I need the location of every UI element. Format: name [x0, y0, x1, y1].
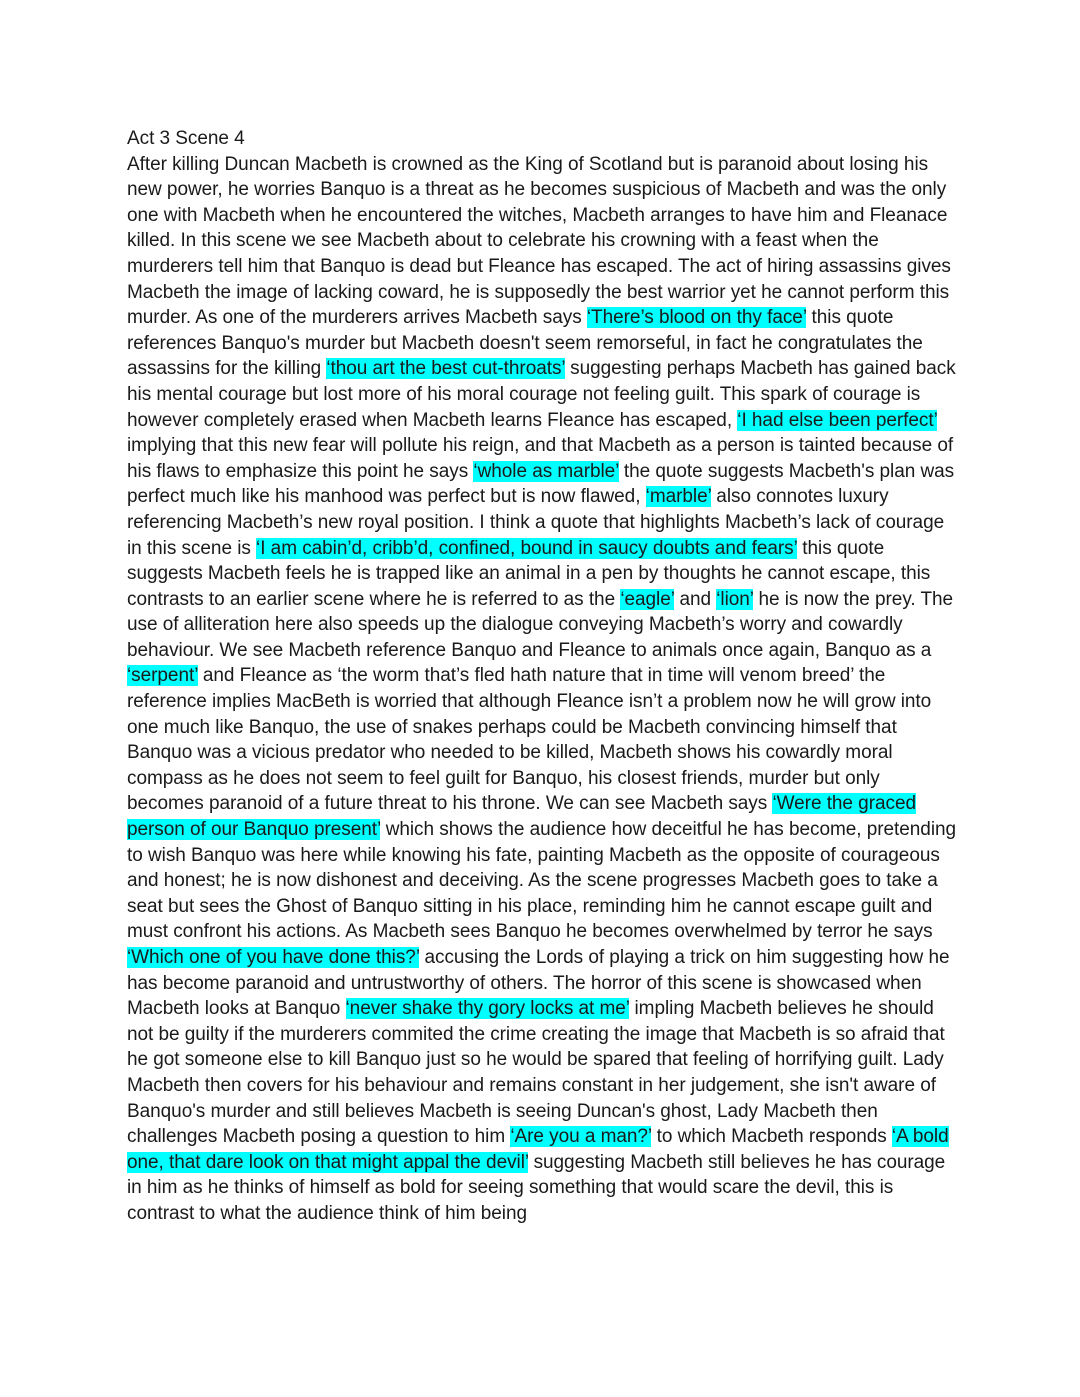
highlighted-quote: ‘Which one of you have done this?’ — [127, 947, 420, 968]
text-segment: and — [674, 588, 717, 610]
highlighted-quote: ‘I had else been perfect’ — [737, 409, 938, 431]
document-page — [127, 126, 959, 1227]
text-segment: also connotes luxury referencing Macbeth’s new royal position. I think a quote that highlights Macbeth’s lack of courage in this scene is — [127, 486, 945, 559]
text-segment: suggesting Macbeth still believes he has courage in him as he thinks of himself as bold for seeing something that would scare the devil, this is contrast to what the audience think of him being — [127, 1151, 946, 1224]
text-segment: accusing the Lords of playing a trick on him suggesting how he has become paranoid and untrustworthy of others. The horror of this scene is showcased when Macbeth looks at Banquo — [127, 947, 950, 1020]
text-segment: this quote references Banquo's murder but Macbeth doesn't seem remorseful, in fact he congratulates the assassins for the killing — [127, 307, 923, 380]
text-segment: to which Macbeth responds — [651, 1126, 892, 1148]
text-segment: he is now the prey. The use of alliteration here also speeds up the dialogue conveying Macbeth’s worry and cowardly behaviour. We see Macbeth reference Banquo and Fleance to animals once again, Banquo as a — [127, 588, 954, 661]
highlighted-quote: ‘A bold one, that dare look on that might appal the devil’ — [127, 1126, 949, 1173]
highlighted-quote: ‘thou art the best cut-throats’ — [326, 358, 565, 380]
text-segment: which shows the audience how deceitful he has become, pretending to wish Banquo was here while knowing his fate, painting Macbeth as the opposite of courageous and honest; he is now dishonest and deceiving. As the scene progresses Macbeth goes to take a seat but sees the Ghost of Banquo sitting in his place, reminding him he cannot escape guilt and must confront his actions. As Macbeth sees Banquo he becomes overwhelmed by terror he says — [127, 819, 957, 943]
highlighted-quote: ‘Are you a man?’ — [510, 1126, 652, 1148]
text-segment: the quote suggests Macbeth's plan was perfect much like his manhood was perfect but is now flawed, — [127, 460, 955, 508]
text-segment: After killing Duncan Macbeth is crowned as the King of Scotland but is paranoid about losing his new power, he worries Banquo is a threat as he becomes suspicious of Macbeth and was the only one with Macbeth when he encountered the witches, Macbeth arranges to have him and Fleanace killed. In this scene we see Macbeth about to celebrate his crowning with a feast when the murderers tell him that Banquo is dead but Fleance has escaped. The act of hiring assassins gives Macbeth the image of lacking coward, he is supposedly the best warrior yet he cannot perform this murder. As one of the murderers arrives Macbeth says — [127, 153, 951, 329]
highlighted-quote: ‘There’s blood on thy face’ — [586, 307, 807, 329]
essay-paragraph — [127, 152, 959, 1227]
highlighted-quote: ‘whole as marble’ — [473, 460, 619, 482]
text-segment: this quote suggests Macbeth feels he is trapped like an animal in a pen by thoughts he cannot escape, this contrasts to an earlier scene where he is referred to as the — [127, 537, 931, 610]
highlighted-quote: ‘never shake thy gory locks at me’ — [345, 998, 630, 1020]
highlighted-quote: ‘I am cabin’d, cribb’d, confined, bound in saucy doubts and fears’ — [256, 537, 798, 559]
text-segment: impling Macbeth believes he should not be guilty if the murderers commited the crime creating the image that Macbeth is so afraid that he got someone else to kill Banquo just so he would be spared that feeling of horrifying guilt. Lady Macbeth then covers for his behaviour and remains constant in her judgement, she isn't aware of Banquo's murder and still believes Macbeth is seeing Duncan's ghost, Lady Macbeth then challenges Macbeth posing a question to him — [127, 998, 945, 1148]
highlighted-quote: ‘Were the graced person of our Banquo present’ — [127, 793, 916, 841]
highlighted-quote: ‘eagle’ — [620, 588, 675, 610]
highlighted-quote: ‘lion’ — [716, 588, 754, 610]
highlighted-quote: ‘serpent’ — [127, 665, 198, 687]
text-segment: suggesting perhaps Macbeth has gained back his mental courage but lost more of his moral courage not feeling guilt. This spark of courage is however completely erased when Macbeth learns Fleance has escaped, — [127, 358, 956, 431]
text-segment: and Fleance as ‘the worm that’s fled hath nature that in time will venom breed’ the reference implies MacBeth is worried that although Fleance isn’t a problem now he will grow into one much like Banquo, the use of snakes perhaps could be Macbeth convincing himself that Banquo was a vicious predator who needed to be killed, Macbeth shows his cowardly moral compass as he does not seem to feel guilt for Banquo, his closest friends, murder but only becomes paranoid of a future threat to his throne. We can see Macbeth says — [127, 665, 932, 815]
highlighted-quote: ‘marble’ — [645, 486, 712, 508]
text-segment: implying that this new fear will pollute his reign, and that Macbeth as a person is tainted because of his flaws to emphasize this point he says — [127, 435, 954, 482]
scene-heading: Act 3 Scene 4 — [127, 128, 245, 149]
